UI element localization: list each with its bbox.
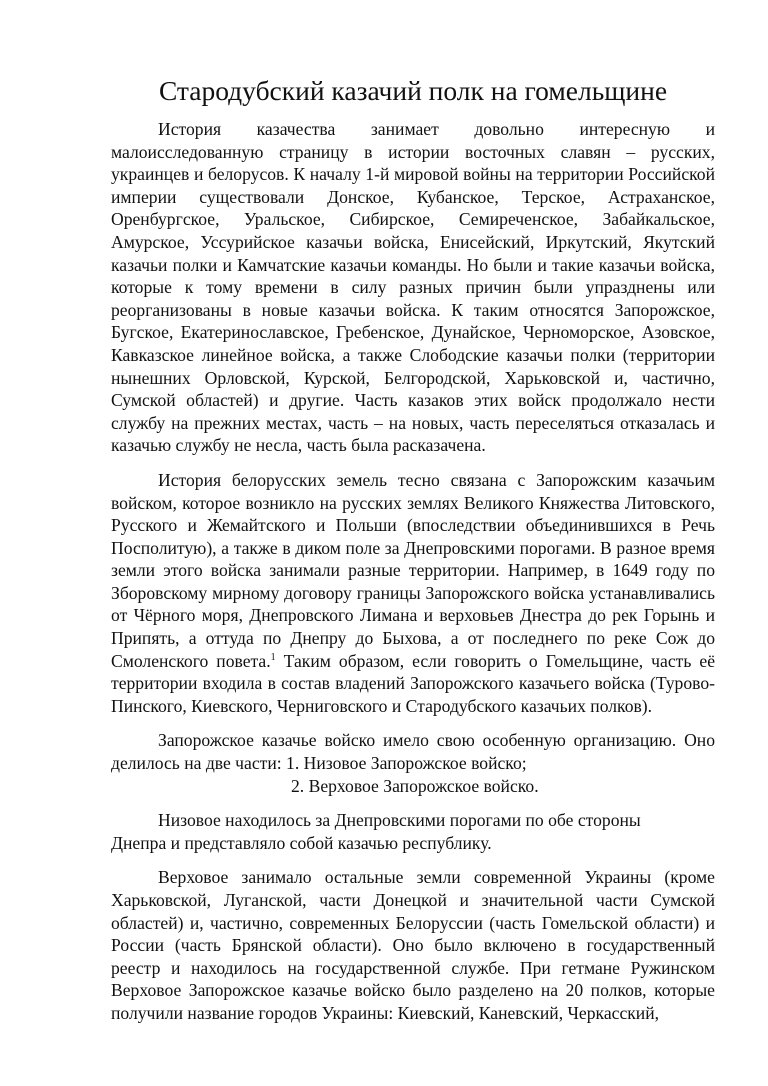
document-title: Стародубский казачий полк на гомельщине (158, 75, 668, 106)
paragraph-2-text: История белорусских земель тесно связана с Запорожским казачьим войском, которое возникло на русских землях Великого Княжества Литовского, Русского и Жемайтского и Польши (впоследствии объединившихся в Речь Посполитую), а также в диком поле за Днепровскими порогами. В разное время земли этого войска занимали разные территории. Например, в 1649 году по Зборовскому мирному договору границы Запорожского войска устанавливались от Чёрного моря, Днепровского Лимана и верховьев Днестра до рек Горынь и Припять, а оттуда по Днепру до Быхова, а от последнего по реке Сож до Смоленского повета. (111, 469, 715, 671)
paragraph-4-line-1: Низовое находилось за Днепровскими порогами по обе стороны (158, 810, 641, 831)
paragraph-5: Верховое занимало остальные земли современной Украины (кроме Харьковской, Луганской, части Донецкой и значительной части Сумской областей) и, частично, современных Белоруссии (часть Гомельской области) и России (часть Брянской области). Оно было включено в государственный реестр и находилось на государственной службе. При гетмане Ружинском Верховое Запорожское казачье войско было разделено на 20 полков, которые получили название городов Украины: Киевский, Каневский, Черкасский, (111, 867, 715, 1023)
paragraph-4-line-2: Днепра и представляло собой казачью республику. (111, 832, 492, 853)
document-page (111, 74, 715, 1037)
paragraph-2 (111, 469, 715, 718)
paragraph-1: История казачества занимает довольно интересную и малоисследованную страницу в истории восточных славян – русских, украинцев и белорусов. К началу 1-й мировой войны на территории Российской империи существовали Донское, Кубанское, Терское, Астраханское, Оренбургское, Уральское, Сибирское, Семиреченское, Забайкальское, Амурское, Уссурийское казачьи войска, Енисейский, Иркутский, Якутский казачьи полки и Камчатские казачьи команды. Но были и такие казачьи войска, которые к тому времени в силу разных причин были упразднены или реорганизованы в новые казачьи войска. К таким относятся Запорожское, Бугское, Екатеринославское, Гребенское, Дунайское, Черноморское, Азовское, Кавказское линейное войска, а также Слободские казачьи полки (территории нынешних Орловской, Курской, Белгородской, Харьковской и, частично, Сумской областей) и другие. Часть казаков этих войск продолжало нести службу на прежних местах, часть – на новых, часть переселяться отказалась и казачью службу не несла, часть была расказачена. (111, 119, 715, 456)
paragraph-2-text-cont: Таким образом, если говорить о Гомельщине, часть её территории входила в состав владений Запорожского казачьего войска (Турово-Пинского, Киевского, Черниговского и Стародубского казачьих полков). (111, 650, 715, 716)
paragraph-3-intro: Запорожское казачье войско имело свою особенную организацию. Оно (158, 730, 715, 751)
list-item-1: делилось на две части: 1. Низовое Запорожское войско; (111, 753, 527, 774)
list-item-2: 2. Верховое Запорожское войско. (291, 775, 539, 796)
footnote-reference[interactable]: 1 (270, 651, 276, 663)
